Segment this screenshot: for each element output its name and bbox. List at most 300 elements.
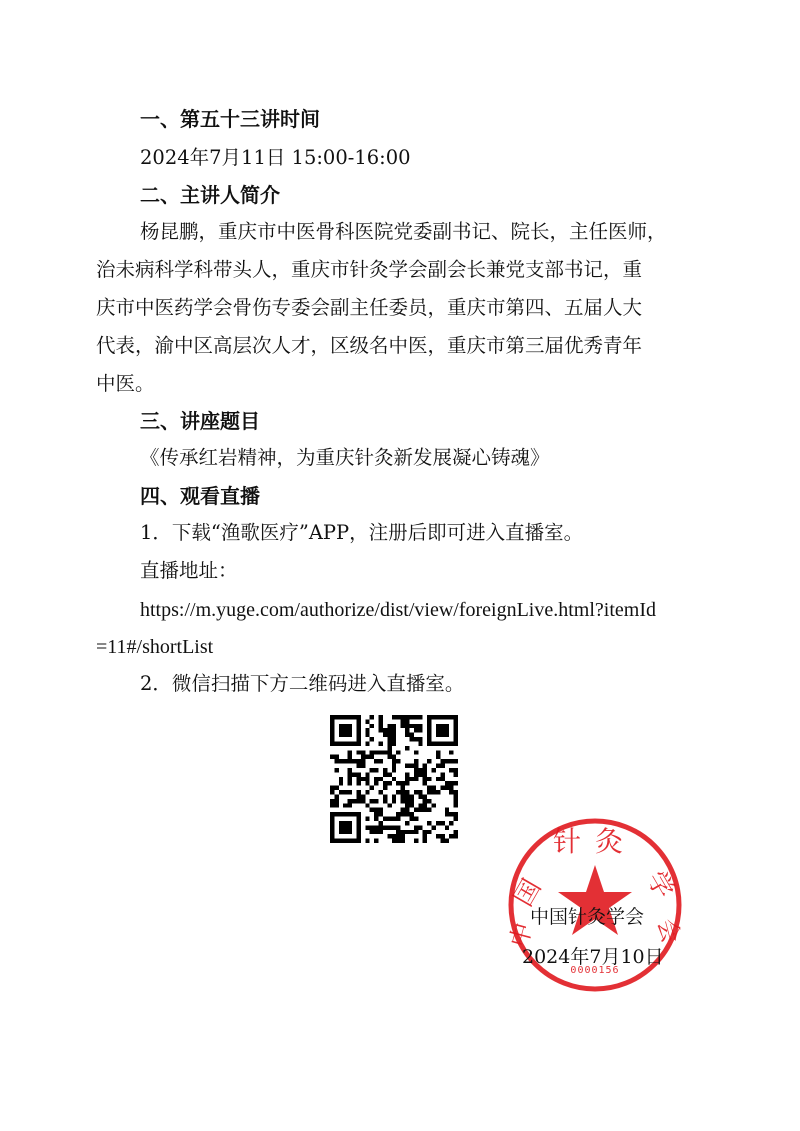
qr-module	[383, 772, 387, 776]
qr-module	[440, 839, 444, 843]
qr-module	[387, 803, 391, 807]
qr-module	[409, 794, 413, 798]
qr-module	[392, 794, 396, 798]
qr-module	[374, 817, 378, 821]
qr-module	[374, 777, 378, 781]
speaker-line-1: 杨昆鹏，重庆市中医骨科医院党委副书记、院长，主任医师，	[140, 220, 667, 243]
qr-module	[396, 790, 400, 794]
qr-module	[374, 839, 378, 843]
qr-module	[454, 803, 458, 807]
qr-module	[365, 733, 369, 737]
qr-module	[423, 799, 427, 803]
qr-module	[414, 772, 418, 776]
qr-module	[379, 808, 383, 812]
qr-module	[379, 790, 383, 794]
qr-module	[427, 759, 431, 763]
qr-module	[405, 799, 409, 803]
qr-module	[423, 781, 427, 785]
qr-module	[348, 772, 352, 776]
qr-module	[392, 834, 396, 838]
qr-module	[454, 830, 458, 834]
qr-module	[396, 834, 400, 838]
qr-module	[445, 808, 449, 812]
qr-module	[348, 799, 352, 803]
qr-module	[365, 825, 369, 829]
qr-module	[405, 790, 409, 794]
qr-module	[414, 737, 418, 741]
qr-module	[445, 812, 449, 816]
qr-module	[392, 741, 396, 745]
qr-module	[356, 764, 360, 768]
qr-module	[348, 777, 352, 781]
qr-module	[401, 719, 405, 723]
qr-module	[423, 834, 427, 838]
qr-module	[409, 812, 413, 816]
qr-module	[387, 817, 391, 821]
qr-module	[445, 839, 449, 843]
time-value: 2024年7月11日 15:00-16:00	[140, 146, 411, 169]
qr-module	[348, 803, 352, 807]
qr-module	[405, 808, 409, 812]
qr-module	[418, 825, 422, 829]
qr-module	[370, 825, 374, 829]
qr-module	[383, 733, 387, 737]
qr-module	[365, 719, 369, 723]
qr-module	[445, 759, 449, 763]
qr-module	[401, 781, 405, 785]
qr-module	[330, 799, 334, 803]
qr-module	[405, 830, 409, 834]
qr-module	[396, 839, 400, 843]
qr-module	[414, 817, 418, 821]
qr-module	[454, 768, 458, 772]
qr-module	[396, 830, 400, 834]
qr-module	[392, 755, 396, 759]
qr-module	[454, 794, 458, 798]
qr-module	[409, 715, 413, 719]
qr-module	[401, 724, 405, 728]
qr-module	[370, 737, 374, 741]
qr-module	[383, 768, 387, 772]
qr-module	[440, 834, 444, 838]
qr-module	[339, 781, 343, 785]
qr-module	[432, 803, 436, 807]
qr-module	[418, 724, 422, 728]
qr-module	[427, 821, 431, 825]
qr-module	[379, 777, 383, 781]
qr-module	[387, 728, 391, 732]
qr-module	[454, 759, 458, 763]
qr-module	[427, 786, 431, 790]
qr-module	[449, 834, 453, 838]
qr-module	[436, 777, 440, 781]
time-heading: 一、第五十三讲时间	[140, 107, 320, 131]
seal-right-text: 学	[640, 866, 680, 904]
qr-module	[374, 812, 378, 816]
qr-module	[409, 830, 413, 834]
qr-module	[401, 715, 405, 719]
qr-module	[392, 737, 396, 741]
qr-module	[334, 755, 338, 759]
qr-module	[392, 777, 396, 781]
topic-value: 《传承红岩精神，为重庆针灸新发展凝心铸魂》	[140, 446, 550, 469]
speaker-line-2: 治未病科学科带头人，重庆市针灸学会副会长兼党支部书记，重	[96, 258, 643, 281]
qr-module	[379, 825, 383, 829]
qr-module	[405, 794, 409, 798]
qr-module	[396, 759, 400, 763]
qr-module	[405, 715, 409, 719]
qr-module	[392, 768, 396, 772]
qr-module	[374, 808, 378, 812]
qr-module	[454, 817, 458, 821]
qr-module	[396, 715, 400, 719]
qr-module	[409, 799, 413, 803]
qr-module	[339, 790, 343, 794]
qr-module	[432, 768, 436, 772]
qr-module	[356, 750, 360, 754]
qr-module	[392, 799, 396, 803]
qr-module	[374, 799, 378, 803]
qr-module	[427, 808, 431, 812]
qr-module	[396, 781, 400, 785]
qr-module	[405, 728, 409, 732]
qr-module	[409, 777, 413, 781]
qr-module	[414, 790, 418, 794]
qr-module	[449, 790, 453, 794]
qr-module	[356, 781, 360, 785]
qr-module	[454, 834, 458, 838]
qr-module	[423, 768, 427, 772]
qr-module	[454, 799, 458, 803]
qr-module	[405, 812, 409, 816]
qr-module	[370, 715, 374, 719]
qr-module	[374, 759, 378, 763]
qr-code[interactable]	[330, 715, 458, 843]
qr-module	[418, 741, 422, 745]
qr-module	[356, 759, 360, 763]
qr-module	[423, 764, 427, 768]
qr-module	[387, 733, 391, 737]
qr-module	[436, 821, 440, 825]
qr-module	[387, 741, 391, 745]
qr-module	[418, 803, 422, 807]
qr-module	[365, 839, 369, 843]
qr-module	[365, 728, 369, 732]
qr-module	[383, 728, 387, 732]
qr-module	[436, 724, 449, 737]
qr-module	[401, 790, 405, 794]
qr-module	[392, 825, 396, 829]
qr-module	[427, 790, 431, 794]
qr-module	[348, 790, 352, 794]
qr-module	[383, 799, 387, 803]
topic-heading: 三、讲座题目	[140, 409, 260, 433]
qr-module	[330, 790, 334, 794]
qr-module	[392, 724, 396, 728]
qr-module	[330, 786, 334, 790]
qr-module	[352, 799, 356, 803]
qr-module	[392, 839, 396, 843]
qr-module	[387, 825, 391, 829]
qr-module	[401, 794, 405, 798]
qr-module	[361, 794, 365, 798]
qr-module	[454, 812, 458, 816]
qr-module	[370, 799, 374, 803]
qr-module	[436, 790, 440, 794]
qr-module	[392, 759, 396, 763]
qr-module	[379, 830, 383, 834]
speaker-heading: 二、主讲人简介	[140, 183, 280, 207]
qr-module	[414, 764, 418, 768]
qr-module	[454, 772, 458, 776]
qr-module	[374, 830, 378, 834]
seal-bottom-left-text: 中	[505, 919, 538, 951]
qr-module	[432, 790, 436, 794]
qr-module	[334, 768, 338, 772]
qr-module	[401, 834, 405, 838]
qr-module	[409, 724, 413, 728]
qr-module	[392, 715, 396, 719]
qr-module	[348, 750, 352, 754]
qr-module	[361, 777, 365, 781]
qr-module	[365, 755, 369, 759]
qr-module	[405, 733, 409, 737]
qr-module	[339, 777, 343, 781]
qr-module	[440, 764, 444, 768]
qr-module	[356, 772, 360, 776]
qr-module	[396, 750, 400, 754]
qr-module	[418, 715, 422, 719]
qr-module	[405, 821, 409, 825]
seal-serial: 0000156	[570, 965, 620, 976]
qr-module	[365, 741, 369, 745]
qr-module	[392, 817, 396, 821]
step-2-text: 2．微信扫描下方二维码进入直播室。	[140, 672, 465, 695]
qr-module	[440, 772, 444, 776]
qr-module	[365, 790, 369, 794]
qr-module	[401, 799, 405, 803]
qr-module	[449, 750, 453, 754]
qr-module	[414, 768, 418, 772]
qr-module	[401, 830, 405, 834]
qr-module	[356, 790, 360, 794]
qr-module	[365, 817, 369, 821]
step-1-text: 1．下载“渔歌医疗”APP，注册后即可进入直播室。	[140, 521, 584, 544]
qr-module	[387, 746, 391, 750]
qr-module	[352, 759, 356, 763]
qr-module	[365, 803, 369, 807]
qr-module	[348, 759, 352, 763]
qr-module	[334, 803, 338, 807]
qr-module	[370, 750, 374, 754]
qr-module	[409, 817, 413, 821]
qr-module	[330, 755, 334, 759]
qr-module	[343, 790, 347, 794]
qr-module	[361, 764, 365, 768]
qr-module	[379, 719, 383, 723]
qr-module	[414, 839, 418, 843]
qr-module	[414, 825, 418, 829]
qr-module	[445, 786, 449, 790]
live-url-line-2[interactable]: =11#/shortList	[96, 636, 214, 658]
qr-module	[432, 786, 436, 790]
qr-module	[414, 750, 418, 754]
qr-module	[374, 768, 378, 772]
qr-module	[454, 781, 458, 785]
qr-module	[383, 817, 387, 821]
qr-module	[348, 755, 352, 759]
address-label: 直播地址：	[140, 559, 238, 582]
speaker-line-3: 庆市中医药学会骨伤专委会副主任委员，重庆市第四、五届人大	[96, 296, 643, 319]
qr-module	[379, 741, 383, 745]
qr-module	[330, 803, 334, 807]
qr-module	[440, 777, 444, 781]
qr-module	[401, 808, 405, 812]
qr-module	[423, 830, 427, 834]
qr-module	[418, 790, 422, 794]
qr-module	[405, 777, 409, 781]
qr-module	[339, 821, 352, 834]
qr-module	[414, 724, 418, 728]
qr-module	[423, 794, 427, 798]
qr-module	[418, 728, 422, 732]
qr-module	[379, 715, 383, 719]
qr-module	[414, 759, 418, 763]
qr-module	[436, 750, 440, 754]
qr-module	[379, 821, 383, 825]
qr-module	[449, 781, 453, 785]
qr-module	[387, 772, 391, 776]
qr-module	[379, 812, 383, 816]
qr-module	[449, 821, 453, 825]
qr-module	[379, 759, 383, 763]
qr-module	[343, 759, 347, 763]
qr-module	[387, 755, 391, 759]
signature-org: 中国针灸学会	[530, 906, 645, 928]
qr-module	[401, 839, 405, 843]
qr-module	[379, 724, 383, 728]
qr-module	[414, 715, 418, 719]
qr-module	[414, 777, 418, 781]
watch-heading: 四、观看直播	[140, 484, 260, 508]
qr-module	[352, 772, 356, 776]
qr-module	[379, 728, 383, 732]
qr-module	[334, 799, 338, 803]
qr-module	[414, 808, 418, 812]
qr-module	[339, 759, 343, 763]
qr-module	[365, 777, 369, 781]
seal-bottom-right-text: 会	[652, 915, 685, 947]
qr-module	[374, 750, 378, 754]
qr-module	[405, 724, 409, 728]
qr-module	[418, 808, 422, 812]
qr-module	[339, 724, 352, 737]
qr-module	[418, 794, 422, 798]
signature-date: 2024年7月10日	[522, 946, 664, 968]
qr-module	[449, 768, 453, 772]
qr-module	[370, 830, 374, 834]
qr-module	[414, 830, 418, 834]
qr-module	[374, 825, 378, 829]
qr-module	[343, 803, 347, 807]
qr-module	[383, 750, 387, 754]
qr-module	[423, 772, 427, 776]
qr-module	[392, 764, 396, 768]
qr-module	[423, 777, 427, 781]
qr-module	[356, 799, 360, 803]
qr-module	[370, 768, 374, 772]
qr-module	[361, 750, 365, 754]
qr-module	[348, 781, 352, 785]
qr-module	[409, 733, 413, 737]
qr-module	[414, 728, 418, 732]
qr-module	[348, 768, 352, 772]
qr-module	[449, 759, 453, 763]
qr-module	[440, 786, 444, 790]
qr-module	[436, 755, 440, 759]
qr-module	[409, 737, 413, 741]
qr-module	[356, 794, 360, 798]
qr-module	[379, 750, 383, 754]
qr-module	[374, 781, 378, 785]
qr-module	[409, 803, 413, 807]
qr-module	[427, 777, 431, 781]
qr-module	[427, 799, 431, 803]
qr-module	[365, 781, 369, 785]
qr-module	[423, 803, 427, 807]
qr-module	[445, 825, 449, 829]
qr-module	[405, 803, 409, 807]
qr-module	[449, 812, 453, 816]
qr-module	[401, 786, 405, 790]
qr-module	[392, 728, 396, 732]
qr-module	[334, 786, 338, 790]
speaker-line-5: 中医。	[96, 372, 155, 395]
qr-module	[334, 759, 338, 763]
qr-module	[334, 794, 338, 798]
speaker-line-4: 代表，渝中区高层次人才，区级名中医，重庆市第三届优秀青年	[96, 334, 643, 357]
qr-module	[418, 768, 422, 772]
qr-module	[405, 772, 409, 776]
qr-module	[436, 834, 440, 838]
qr-module	[436, 764, 440, 768]
qr-module	[418, 737, 422, 741]
qr-module	[370, 786, 374, 790]
qr-module	[409, 764, 413, 768]
qr-module	[387, 781, 391, 785]
qr-module	[370, 755, 374, 759]
qr-module	[383, 825, 387, 829]
qr-module	[401, 812, 405, 816]
live-url-line-1[interactable]: https://m.yuge.com/authorize/dist/view/foreignLive.html?itemId	[140, 599, 656, 621]
qr-module	[440, 821, 444, 825]
qr-module	[383, 794, 387, 798]
qr-module	[423, 808, 427, 812]
qr-module	[423, 839, 427, 843]
qr-module	[356, 777, 360, 781]
qr-module	[361, 799, 365, 803]
seal-top-text: 针灸	[552, 825, 638, 858]
qr-module	[454, 790, 458, 794]
qr-module	[383, 781, 387, 785]
qr-module	[365, 772, 369, 776]
qr-module	[396, 812, 400, 816]
seal-left-text: 国	[508, 874, 548, 912]
qr-module	[427, 830, 431, 834]
qr-module	[405, 719, 409, 723]
qr-module	[405, 781, 409, 785]
qr-module	[392, 733, 396, 737]
